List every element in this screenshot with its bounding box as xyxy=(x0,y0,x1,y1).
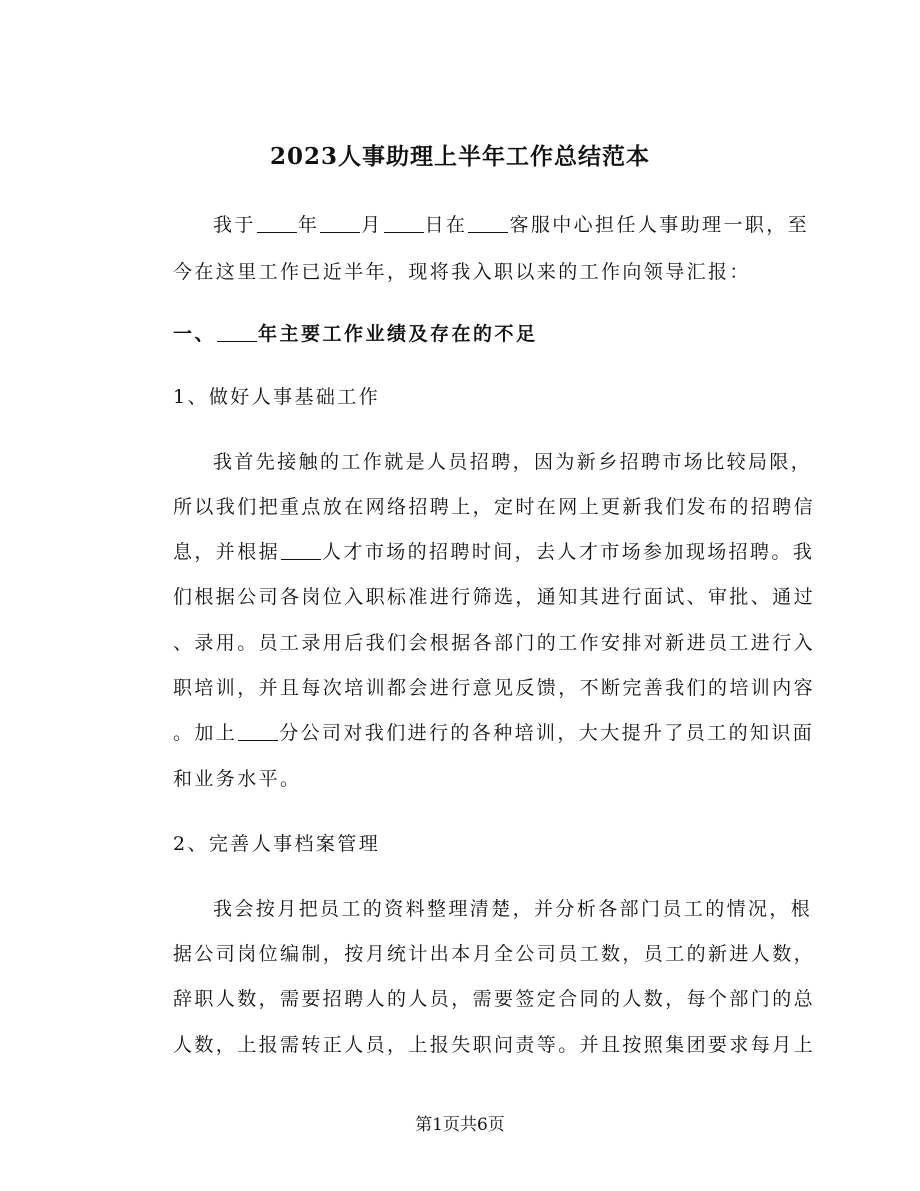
paragraph-line: 我会按月把员工的资料整理清楚，并分析各部门员工的情况，根 xyxy=(213,898,813,920)
fill-blank xyxy=(257,214,297,233)
fill-blank xyxy=(384,214,424,233)
text-segment: 年 xyxy=(297,214,320,236)
paragraph-line xyxy=(173,720,815,746)
fill-blank xyxy=(320,214,360,233)
text-segment: 分公司对我们进行的各种培训，大大提升了员工的知识面 xyxy=(279,722,815,744)
paragraph-line: 和业务水平。 xyxy=(173,768,302,790)
intro-line-1 xyxy=(213,212,813,238)
fill-blank xyxy=(238,722,278,741)
section-heading-1 xyxy=(173,321,773,347)
paragraph-line: 人数，上报需转正人员，上报失职问责等。并且按照集团要求每月上 xyxy=(173,1034,816,1056)
intro-line-2: 今在这里工作已近半年，现将我入职以来的工作向领导汇报： xyxy=(173,261,751,283)
text-segment: 我于 xyxy=(213,214,256,236)
section-title: 年主要工作业绩及存在的不足 xyxy=(258,323,538,345)
paragraph-line: 们根据公司各岗位入职标准进行筛选，通知其进行面试、审批、通过 xyxy=(173,586,816,608)
paragraph-line: 、录用。员工录用后我们会根据各部门的工作安排对新进员工进行入 xyxy=(173,632,816,654)
subsection-heading-1: 1、做好人事基础工作 xyxy=(173,386,381,408)
paragraph-line xyxy=(173,539,815,565)
text-segment: 息，并根据 xyxy=(173,541,281,563)
fill-blank xyxy=(217,323,257,342)
text-segment: 客服中心担任人事助理一职，至 xyxy=(509,214,810,236)
text-segment: 人才市场的招聘时间，去人才市场参加现场招聘。我 xyxy=(322,541,815,563)
fill-blank xyxy=(281,541,321,560)
subsection-heading-2: 2、完善人事档案管理 xyxy=(173,833,381,855)
paragraph-line: 职培训，并且每次培训都会进行意见反馈，不断完善我们的培训内容 xyxy=(173,677,816,699)
paragraph-line: 辞职人数，需要招聘人的人员，需要签定合同的人数，每个部门的总 xyxy=(173,988,816,1010)
text-segment: 月 xyxy=(361,214,383,236)
text-segment: 。加上 xyxy=(173,722,238,744)
paragraph-line: 我首先接触的工作就是人员招聘，因为新乡招聘市场比较局限， xyxy=(213,451,813,473)
paragraph-line: 据公司岗位编制，按月统计出本月全公司员工数，员工的新进人数， xyxy=(173,943,816,965)
text-segment: 日在 xyxy=(424,214,468,236)
page-number-footer: 第1页共6页 xyxy=(415,1115,505,1135)
paragraph-line: 所以我们把重点放在网络招聘上，定时在网上更新我们发布的招聘信 xyxy=(173,496,816,518)
section-number: 一、 xyxy=(173,323,217,345)
fill-blank xyxy=(468,214,508,233)
document-title: 2023人事助理上半年工作总结范本 xyxy=(269,143,650,170)
